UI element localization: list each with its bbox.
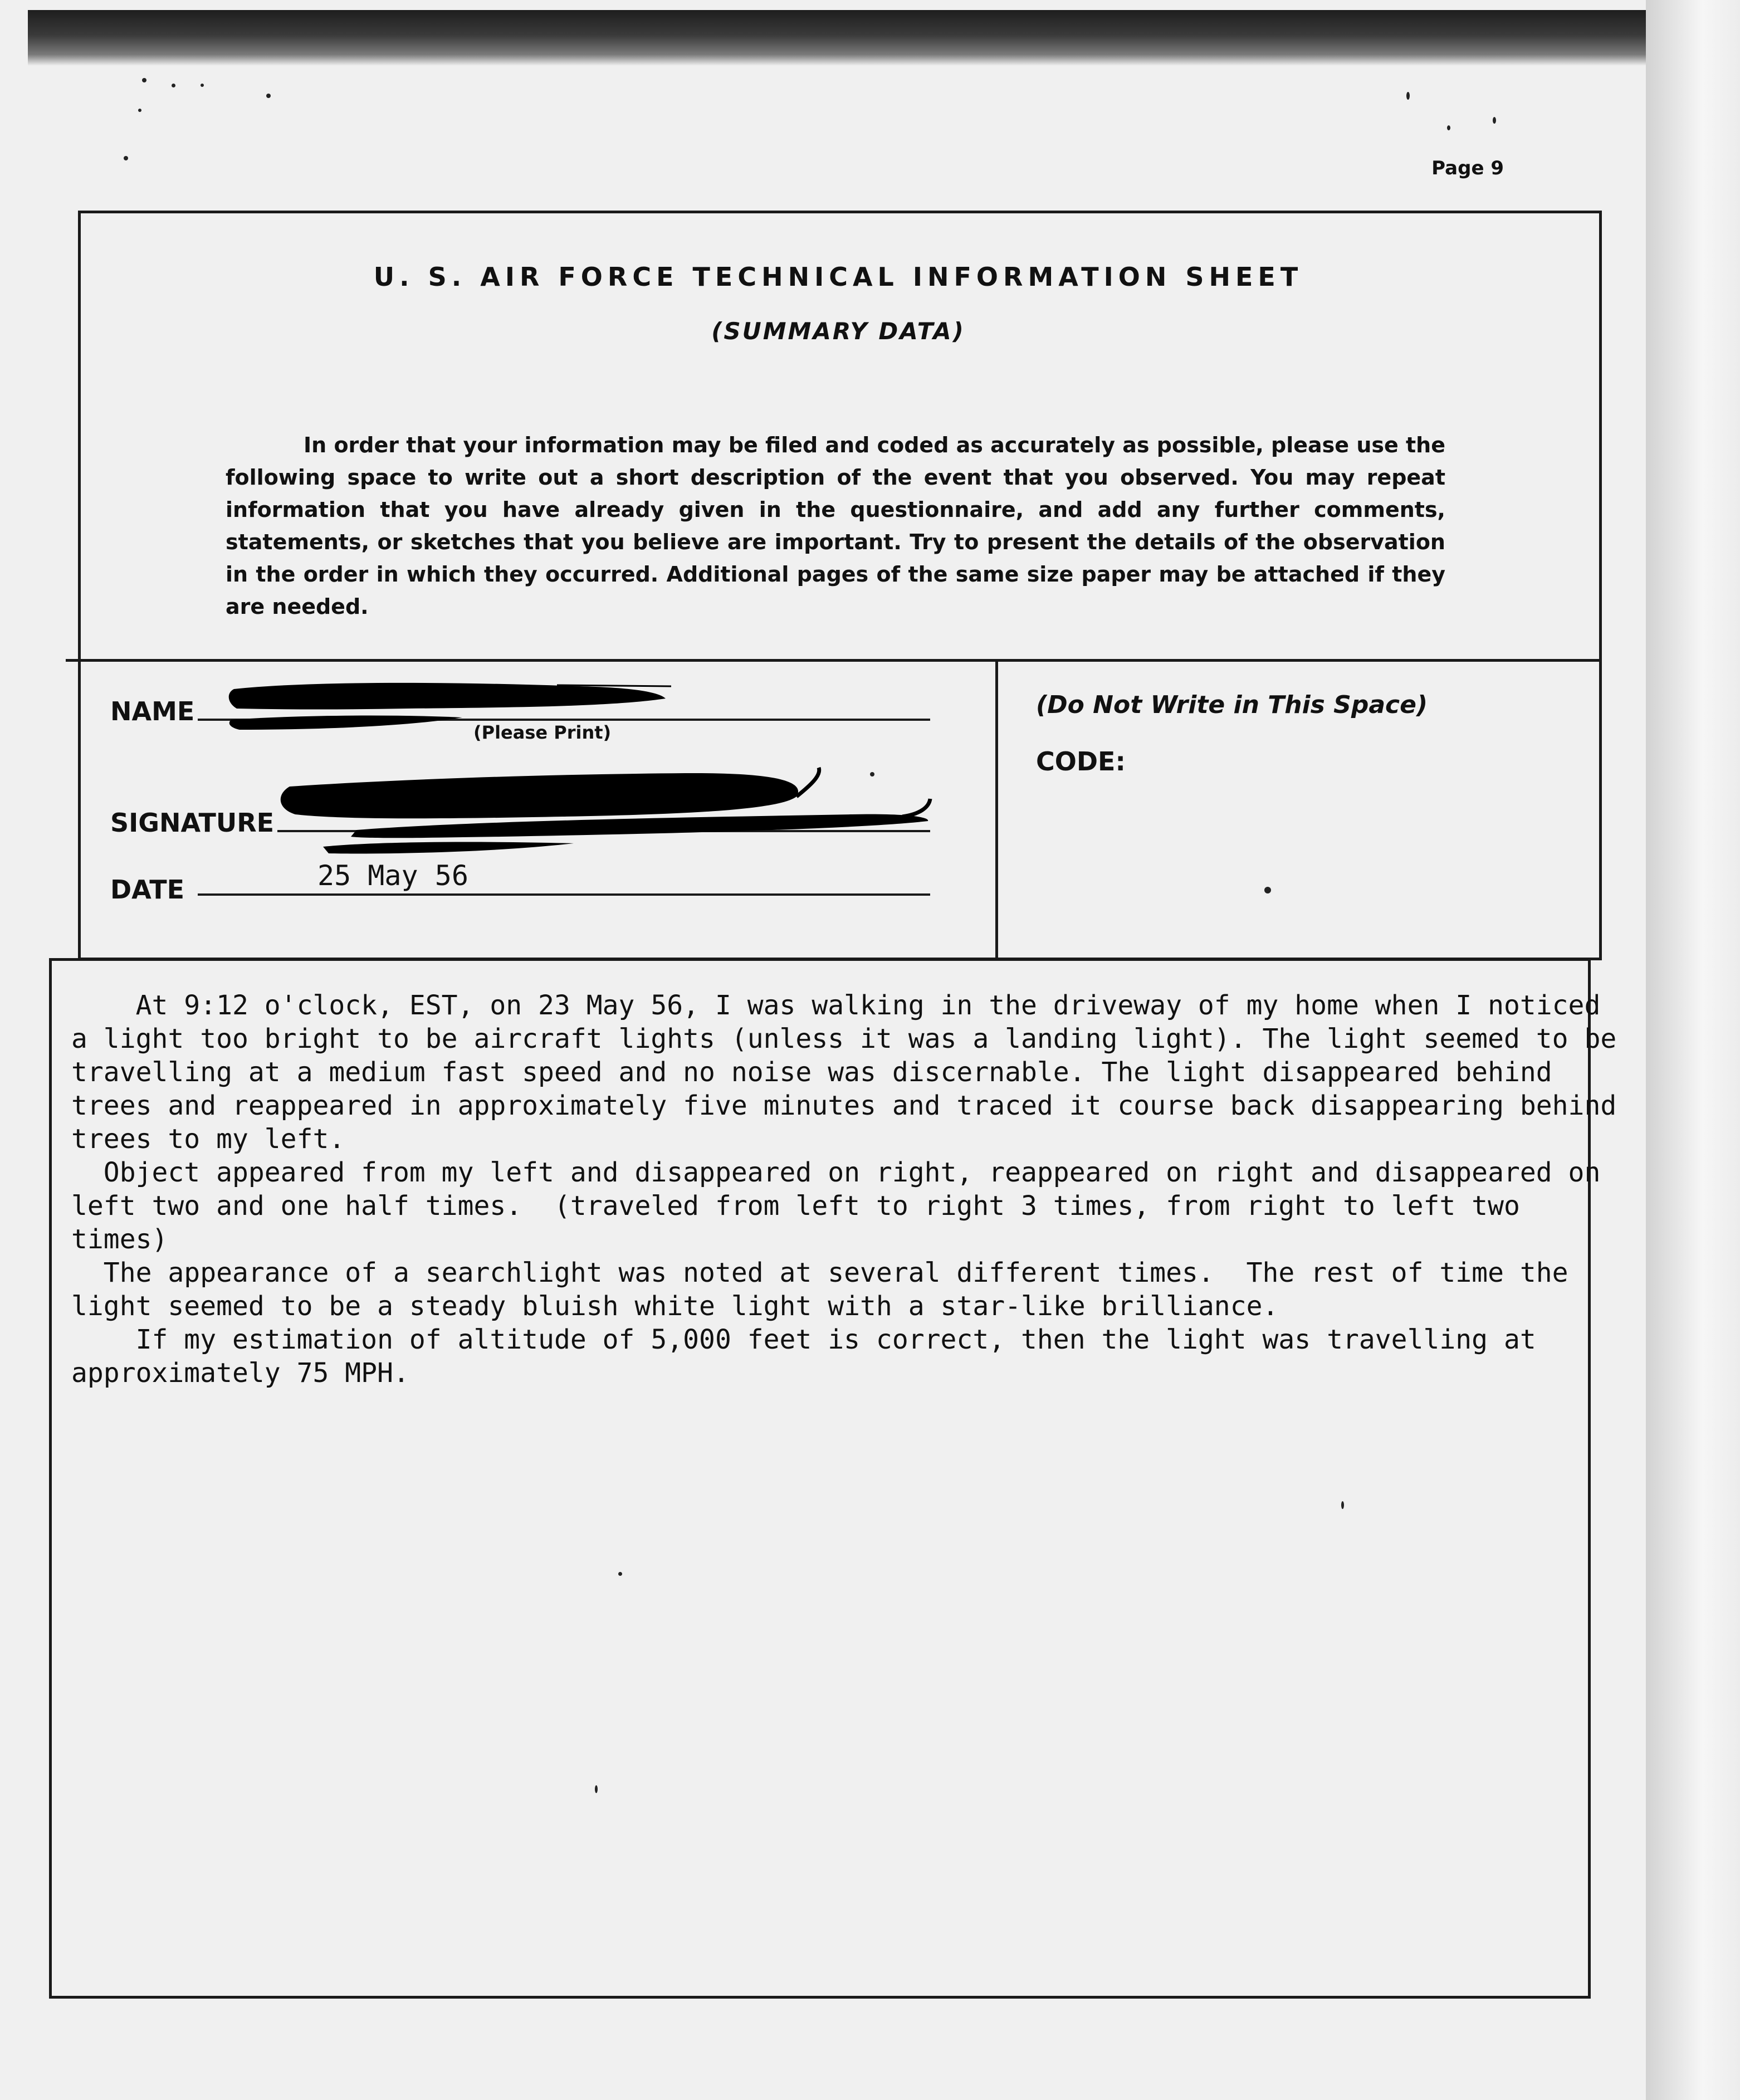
signature-label: SIGNATURE: [110, 808, 275, 838]
name-label: NAME: [110, 696, 195, 726]
code-label: CODE:: [1036, 746, 1126, 776]
scan-speck: [124, 156, 128, 160]
narrative-paragraph: If my estimation of altitude of 5,000 feet is correct, then the light was travelling at approximately 75 MPH.: [71, 1324, 1552, 1389]
signature-redaction: [262, 763, 936, 863]
form-subtitle: (SUMMARY DATA): [711, 318, 965, 345]
narrative-text: [71, 989, 1633, 1390]
form-instructions: In order that your information may be filed and coded as accurately as possible, please use the following space to write out a short description of the event that you observed. You may repeat information that you have already given in the questionnaire, and add any further comments, statements, or sketches that you believe are important. Try to present the details of the observation in the order in which they occurred. Additional pages of the same size paper may be attached if they are needed.: [226, 433, 1445, 619]
scan-speck: [142, 78, 146, 82]
scan-speck: [172, 84, 175, 87]
date-line: [198, 893, 930, 896]
scan-speck: [1406, 92, 1410, 100]
narrative-paragraph: At 9:12 o'clock, EST, on 23 May 56, I was walking in the driveway of my home when I noticed a light too bright to be aircraft lights (unless it was a landing light). The light seemed to be travelling at a medium fast speed and no noise was discernable. The light disappeared behind trees and reappeared in approximately five minutes and traced it course back disappearing behind trees to my left.: [71, 990, 1633, 1155]
office-use-divider: [995, 659, 998, 960]
scan-speck: [266, 94, 271, 98]
date-value: 25 May 56: [317, 859, 468, 892]
scan-right-edge: [1646, 0, 1740, 2100]
scan-speck: [1447, 125, 1450, 130]
scan-speck: [138, 109, 141, 112]
scan-top-shadow: [28, 10, 1649, 66]
page-number: Page 9: [1431, 157, 1504, 179]
scan-speck: [201, 84, 204, 87]
name-redaction: [223, 675, 680, 736]
narrative-paragraph: The appearance of a searchlight was noted at several different times. The rest of time the light seemed to be a steady bluish white light with a star-like brilliance.: [71, 1257, 1585, 1322]
form-title: U. S. AIR FORCE TECHNICAL INFORMATION SHEET: [373, 262, 1303, 292]
narrative-paragraph: Object appeared from my left and disappeared on right, reappeared on right and disappeared on left two and one half times. (traveled from left to right 3 times, from right to left two times): [71, 1157, 1617, 1255]
name-print-note: (Please Print): [473, 722, 612, 743]
office-use-note: (Do Not Write in This Space): [1036, 691, 1428, 719]
instructions-divider: [66, 659, 1602, 662]
scan-speck: [1493, 117, 1496, 124]
date-label: DATE: [110, 875, 185, 905]
